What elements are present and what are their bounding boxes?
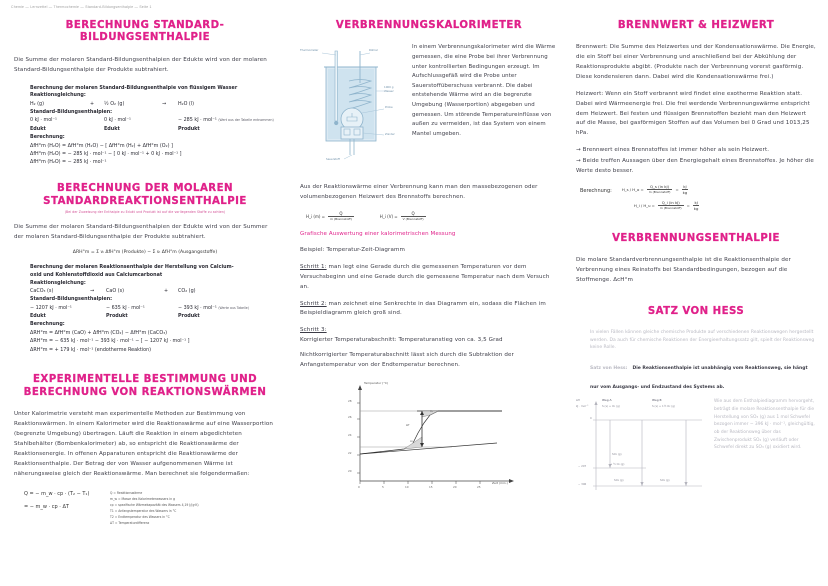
calc2-unit — [693, 200, 700, 211]
formula-heizwert-volume — [380, 211, 426, 221]
formula-mass-fraction — [328, 211, 354, 221]
calorimeter-diagram — [300, 43, 404, 169]
label-berechnung: Berechnung: — [30, 134, 65, 141]
value-2: 0 kJ · mol⁻¹ — [104, 117, 132, 124]
roles-row-2 — [30, 313, 276, 321]
calc-formula-heizwert — [634, 200, 700, 211]
roles-row — [30, 126, 276, 134]
formula-column — [14, 491, 100, 527]
calc2-unit-denominator: kg — [693, 205, 699, 211]
formula-mass-numerator: Q — [328, 211, 354, 217]
calc2-denominator: m (Brennstoff) — [659, 206, 682, 211]
calc-label: Berechnung: — [580, 187, 612, 194]
schritt-1 — [300, 263, 558, 293]
values-row-2 — [30, 305, 276, 313]
example-block-wasser — [30, 85, 276, 168]
schritt-3-label-wrap — [300, 326, 558, 336]
formula-mass-lhs: H_i (m) = — [306, 213, 326, 219]
formula-vol-numerator: Q — [401, 211, 426, 217]
value2-3: − 393 kJ · mol⁻¹ — [178, 304, 217, 311]
weg-a-title: Weg A — [602, 398, 612, 403]
formula-heizwert-mass — [306, 211, 354, 221]
calc-formulas — [622, 184, 700, 211]
legend-item: T2 = Endtemperatur des Wassers in °C — [110, 515, 170, 520]
calc-formula-brennwert — [622, 184, 700, 195]
eq-mid: ½ O₂ (g) — [104, 100, 125, 107]
chart-ytick: 28 — [348, 398, 352, 403]
chart-xtick: 15 — [429, 484, 433, 489]
hess-label: Satz von Hess: — [590, 366, 628, 372]
schritt-2 — [300, 300, 558, 320]
heizwert-formulas — [306, 211, 558, 221]
schritt-2-text: man zeichnet eine Senkrechte in das Diagramm ein, sodass die Flächen im Beispieldiagramm gleich groß sind. — [300, 300, 546, 317]
eq-arrow: → — [162, 100, 167, 107]
label-reaktionsgleichung-2: Reaktionsgleichung: — [30, 279, 86, 286]
enthalpy-svg — [576, 398, 708, 494]
eq-left: H₂ (g) — [30, 100, 44, 107]
chart-xtick: 0 — [358, 484, 360, 489]
value2-3-note: (Werte aus Tabelle) — [218, 305, 249, 310]
hess-statement: Die Reaktionsenthalpie ist unabhängig vom Reaktionsweg, sie hängt nur vom Ausgangs- und Endzustand des Systems ab. — [590, 366, 808, 391]
brennwert-calc-block — [580, 184, 816, 211]
column-one — [0, 14, 290, 586]
enthalpy-bottom-b: SO₃ (g) — [660, 478, 670, 483]
enthalpy-mid-a2: + ½ O₂ (g) — [610, 462, 625, 467]
chart-ytick: 26 — [348, 414, 352, 419]
calc1-fraction — [647, 184, 673, 194]
example-title-line1: Berechnung der molaren Reaktionsenthalpie der Herstellung von Calcium- — [30, 263, 234, 270]
calc2-line-2: ΔRH°m = − 635 kJ · mol⁻¹ − 393 kJ · mol⁻¹ − [ − 1207 kJ · mol⁻¹ ] — [30, 338, 190, 345]
eq-plus: + — [90, 100, 95, 107]
role-2: Edukt — [104, 125, 120, 132]
calc2-fraction — [658, 200, 684, 210]
hess-statement-block — [576, 354, 816, 392]
chart-xtick: 5 — [382, 484, 384, 489]
chart-svg — [342, 381, 542, 501]
text-beispiel-diagramm: Beispiel: Temperatur-Zeit-Diagramm — [300, 247, 406, 254]
example-block-calciumcarbonat — [30, 264, 276, 355]
calc-line-1: ΔfH°m (H₂O) = ΔfH°m (H₂O) − [ ΔfH°m (H₂) + ΔfH°m (O₂) ] — [30, 142, 173, 149]
chart-annotation-a2: A₂ — [430, 408, 434, 413]
calc1-denominator: m (Brennstoff) — [648, 190, 671, 195]
label-wasser: 1000 g Wasser — [384, 85, 394, 93]
paragraph-hess-note: Wie aus dem Enthalpiediagramm hervorgeht, beträgt die molare Reaktionsenthalpie für die Herstellung von SO₃ (g) aus 1 mol Schwefel bezogen immer − 396 kJ · mol⁻¹, gleichgültig, ob der Reaktionsweg über das Zwischenprodukt SO₂ (g) verläuft oder Schwefel direkt zu SO₃ (g) oxidiert wird. — [714, 399, 815, 451]
calc2-line-3: ΔRH°m = + 179 kJ · mol⁻¹ (endotherme Reaktion) — [30, 346, 152, 353]
heading-satz-von-hess: SATZ VON HESS — [647, 305, 745, 317]
legend-item: cp = spezifische Wärmekapazität des Wassers 4,19 J/(g·K) — [110, 503, 199, 508]
calc-line-3: ΔfH°m (H₂O) = − 285 kJ · mol⁻¹ — [30, 159, 107, 166]
weg-b-title: Weg B — [652, 398, 662, 403]
weg-a-equation: S (s) + O₂ (g) — [602, 404, 620, 409]
calc1-unit — [682, 184, 689, 195]
formula-mass-denominator: m (Brennstoff) — [330, 217, 352, 222]
weg-b-equation: S (s) + 1½ O₂ (g) — [652, 404, 676, 409]
label-probe: Probe — [385, 105, 393, 110]
calc1-lhs: H_s / H_o = — [621, 186, 644, 192]
formula-vol-denominator: V (Brennstoff) — [402, 217, 424, 222]
eq2-right: CO₂ (g) — [178, 287, 196, 294]
chart-annotation-a1: A₁ — [410, 438, 414, 443]
heading-standardreaktionsenthalpie: BERECHNUNG DER MOLAREN STANDARDREAKTIONSENTHALPIE — [43, 183, 247, 207]
value-3: − 285 kJ · mol⁻¹ — [178, 117, 217, 124]
paragraph-kalorimetrie: Unter Kalorimetrie versteht man experimentelle Methoden zur Bestimmung von Reaktionswärmen. In einem Kalorimeter wird die Reaktionswärme auf eine Wasserportion (begrenzte Umgebung) übertragen. Läuft die Reaktion in einem abgedichteten Stahlbehälter (Bombenkalorimeter) ab, so entspricht die Reaktionswärme der Reaktionsenergie. In offenen Apparaturen entspricht die Reaktionswärme der Reaktionsenthalpie. Der Betrag der von Wasser aufgenommenen Wärme ist näherungsweise gleich der Reaktionswärme. Man berechnet sie folgendermaßen: — [14, 411, 274, 477]
calc2-equals: = — [686, 202, 690, 208]
value-3-note: (Wert aus der Tabelle entnommen) — [218, 118, 274, 123]
browser-meta-text: Chemie — Lernzettel — Thermochemie — Standard-Bildungsenthalpie — Seite 1 — [11, 4, 152, 9]
label-zuender: Zünder — [385, 132, 395, 137]
heading-verbrennungskalorimeter: VERBRENNUNGSKALORIMETER — [335, 20, 523, 31]
legend-column — [110, 491, 276, 527]
column-three — [568, 14, 828, 586]
enthalpy-level-0: 0 — [590, 416, 592, 421]
subheading-grafische-auswertung: Grafische Auswertung einer kalorimetrischen Messung — [300, 231, 456, 238]
chart-xtick: 20 — [453, 484, 457, 489]
role2-1: Edukt — [30, 312, 46, 319]
calc1-unit-denominator: kg — [682, 189, 688, 195]
reaction-equation-row-2 — [30, 288, 276, 296]
heading-standard-bildungsenthalpie: BERECHNUNG STANDARD-BILDUNGSENTHALPIE — [65, 20, 225, 44]
legend-item: Q = Reaktionswärme — [110, 491, 143, 496]
eq-right: H₂O (l) — [178, 100, 195, 107]
calc2-unit-numerator: kJ — [694, 199, 698, 205]
role-3: Produkt — [178, 125, 200, 132]
enthalpy-ylabel: ΔH — [576, 398, 580, 403]
calorimeter-svg — [300, 43, 404, 165]
formula-vol-fraction — [401, 211, 426, 221]
browser-meta-strip — [0, 0, 828, 13]
legend-item: T1 = Anfangstemperatur des Wassers in °C — [110, 509, 177, 514]
enthalpy-level-2: − 396 — [578, 482, 587, 487]
example-title: Berechnung der molaren Standard-Bildungsenthalpie von flüssigem Wasser — [30, 84, 238, 91]
heading-experimentelle-bestimmung: EXPERIMENTELLE BESTIMMUNG UND BERECHNUNG VON REAKTIONSWÄRMEN — [23, 374, 267, 398]
schritt-3-text: Korrigierter Temperaturabschnitt: Temperaturanstieg von ca. 3,5 Grad — [300, 337, 503, 344]
three-column-layout — [0, 14, 828, 586]
role2-2: Produkt — [106, 312, 128, 319]
enthalpy-level-1: − 297 — [578, 464, 587, 469]
eq2-mid: CaO (s) — [106, 287, 125, 294]
paragraph-heizwert: Heizwert: Wenn ein Stoff verbrannt wird findet eine exotherme Reaktion statt. Dabei wird Wärmeenergie frei. Die frei werdende Verbrennungswärme entspricht dem Heizwert. Bei festen und flüssigen Brennstoffen bezieht man den Heizwert auf die Masse, bei gasförmigen Stoffen auf das Volumen bei 0 Grad und 1013,25 hPa. — [576, 90, 810, 137]
role2-3: Produkt — [178, 312, 200, 319]
label-standard-bildungsenthalpien-2: Standard-Bildungsenthalpien: — [30, 296, 113, 303]
value2-2: − 635 kJ · mol⁻¹ — [106, 304, 145, 311]
calc1-numerator: Q_s (in kJ) — [647, 184, 673, 190]
calc1-equals: = — [675, 186, 679, 192]
intro-verbrennungskalorimeter: In einem Verbrennungskalorimeter wird die Wärme gemessen, die eine Probe bei ihrer Verbrennung unter kontrollierten Bedingungen erzeugt. Im Aufschlussgefäß wird die Probe unter Sauerstoffüberschuss verbrannt. Die dabei entstehende Wärme wird an die begrenzte Umgebung (Wasserportion) abgegeben und gemessen. Um störende Temperatureinflüsse von außen zu vermeiden, ist das System von einem Mantel umgeben. — [412, 44, 556, 137]
chart-ytick: 24 — [348, 432, 352, 437]
temperature-time-chart — [342, 381, 542, 501]
eq2-left: CaCO₃ (s) — [30, 287, 54, 294]
formula-reaktionsenthalpie: ΔRH°m = Σ νᵢ ΔfH°m (Produkte) − Σ νᵢ ΔfH°m (Ausgangsstoffe) — [72, 249, 218, 255]
kalorimetrie-formula-block — [14, 491, 276, 527]
legend-item: m_w = Masse des Kalorimeterwassers in g — [110, 497, 176, 502]
reaction-equation-row — [30, 101, 276, 109]
enthalpy-mid-a: SO₂ (g) — [612, 452, 622, 457]
chart-ylabel: Temperatur (°C) — [364, 380, 389, 385]
formula-q-1: Q = − m_w · cp · (T₂ − T₁) — [24, 491, 90, 498]
label-thermometer: Thermometer — [300, 48, 319, 53]
paragraph-hess-intro: In vielen Fällen können gleiche chemische Produkte auf verschiedenen Reaktionswegen hergestellt werden. Da auch für chemische Reaktionen der Energieerhaltungssatz gilt, spielt der Reaktionsweg keine Rolle. — [590, 330, 815, 351]
legend-item: ΔT = Temperaturdifferenz — [110, 521, 150, 526]
value-1: 0 kJ · mol⁻¹ — [30, 117, 58, 124]
calc-line-2: ΔfH°m (H₂O) = − 285 kJ · mol⁻¹ − [ 0 kJ · mol⁻¹ + 0 kJ · mol⁻¹ ] — [30, 151, 182, 158]
bullet-brennwert-hoeher: → Brennwert eines Brennstoffes ist immer höher als sein Heizwert. — [576, 147, 770, 154]
calc2-line-1: ΔRH°m = ΔfH°m (CaO) + ΔfH°m (CO₂) − ΔfH°m (CaCO₃) — [30, 329, 168, 336]
intro-bildungsenthalpie: Die Summe der molaren Standard-Bildungsenthalpien der Edukte wird von der molaren Standard-Bildungsenthalpie der Produkte subtrahiert. — [14, 56, 267, 73]
calc1-unit-numerator: kJ — [683, 183, 687, 189]
eq2-plus: + — [164, 287, 169, 294]
enthalpy-diagram — [576, 398, 708, 494]
intro-reaktionsenthalpie: Die Summe der molaren Standard-Bildungsenthalpien der Edukte wird von der Summer der molaren Standard-Bildungsenthalpie der Produkte subtrahiert. — [14, 224, 268, 241]
schritt-1-label: Schritt 1: — [300, 264, 327, 271]
enthalpy-bottom-a: SO₃ (g) — [614, 478, 624, 483]
chart-ytick: 22 — [348, 450, 352, 455]
heading-standardreaktionsenthalpie-sub: (Bei der Zuweisung der Enthalpie zu Edukt und Produkt ist auf die vorliegenden Stoffe zu achten) — [64, 210, 226, 215]
chart-ytick: 20 — [348, 468, 352, 473]
paragraph-heizwert-berechnen: Aus der Reaktionswärme einer Verbrennung kann man den massebezogenen oder volumenbezogenen Heizwert des Brennstoffs berechnen. — [300, 184, 538, 201]
schritt-3-text-b: Nichtkorrigierter Temperaturabschnitt lässt sich durch die Subtraktion der Anfangstemperatur von der Endtemperatur berechnen. — [300, 352, 514, 368]
chart-xtick: 25 — [477, 484, 481, 489]
paragraph-brennwert: Brennwert: Die Summe des Heizwertes und der Kondensationswärme. Die Energie, die ein Stoff bei einer Verbrennung und anschließend bei der Abkühlung der Reaktionsprodukte abgibt. (Produkte nach der Verbrennung vorerst gasförmig. Diese kondensieren dann. Dabei wird die Kondensationswärme frei.) — [576, 44, 816, 81]
chart-xlabel: Zeit (min.) — [492, 480, 508, 485]
chart-xtick: 10 — [405, 484, 409, 489]
chart-annotation-delta-t: ΔT — [406, 422, 410, 427]
heading-brennwert-heizwert: BRENNWERT & HEIZWERT — [617, 20, 775, 31]
schritt-3-label: Schritt 3: — [300, 327, 327, 334]
value2-1: − 1207 kJ · mol⁻¹ — [30, 304, 72, 311]
schritt-2-label: Schritt 2: — [300, 300, 327, 307]
hess-diagram-row — [576, 398, 816, 494]
enthalpy-yunit: kJ · mol⁻¹ — [576, 404, 589, 409]
label-ruehrer: Rührer — [369, 48, 378, 53]
example-title-line2: oxid und Kohlenstoffdioxid aus Calciumcarbonat — [30, 271, 163, 278]
bullet-energiegehalt: → Beide treffen Aussagen über den Energiegehalt eines Brennstoffes. Je höher die Werte desto besser. — [576, 158, 814, 174]
label-sauerstoff: Sauerstoff — [326, 157, 340, 162]
role-1: Edukt — [30, 125, 46, 132]
values-row — [30, 117, 276, 125]
paragraph-verbrennungsenthalpie: Die molare Standardverbrennungsenthalpie ist die Reaktionsenthalpie der Verbrennung eines Reinstoffs bei Standardbedingungen, bezogen auf die Stoffmenge. ΔcH°m — [576, 257, 791, 283]
schritt-1-text: man legt eine Gerade durch die gemessenen Temperaturen vor dem Versuchsbeginn und eine Gerade durch die gemessene Temperatur nach dem Versuch an. — [300, 264, 550, 290]
label-standard-bildungsenthalpien: Standard-Bildungsenthalpien: — [30, 109, 113, 116]
formula-q-2: = − m_w · cp · ΔT — [24, 504, 69, 511]
heading-verbrennungsenthalpie: VERBRENNUNGSENTHALPIE — [612, 232, 780, 244]
formula-vol-lhs: H_i (V) = — [379, 213, 398, 219]
calc2-numerator: Q_i (in kJ) — [658, 200, 684, 206]
calc2-lhs: H_i / H_u = — [633, 202, 655, 208]
calorimeter-section — [300, 43, 558, 169]
label-berechnung-2: Berechnung: — [30, 321, 65, 328]
eq2-arrow: → — [90, 287, 95, 294]
label-reaktionsgleichung: Reaktionsgleichung: — [30, 92, 86, 99]
column-two — [290, 14, 568, 586]
